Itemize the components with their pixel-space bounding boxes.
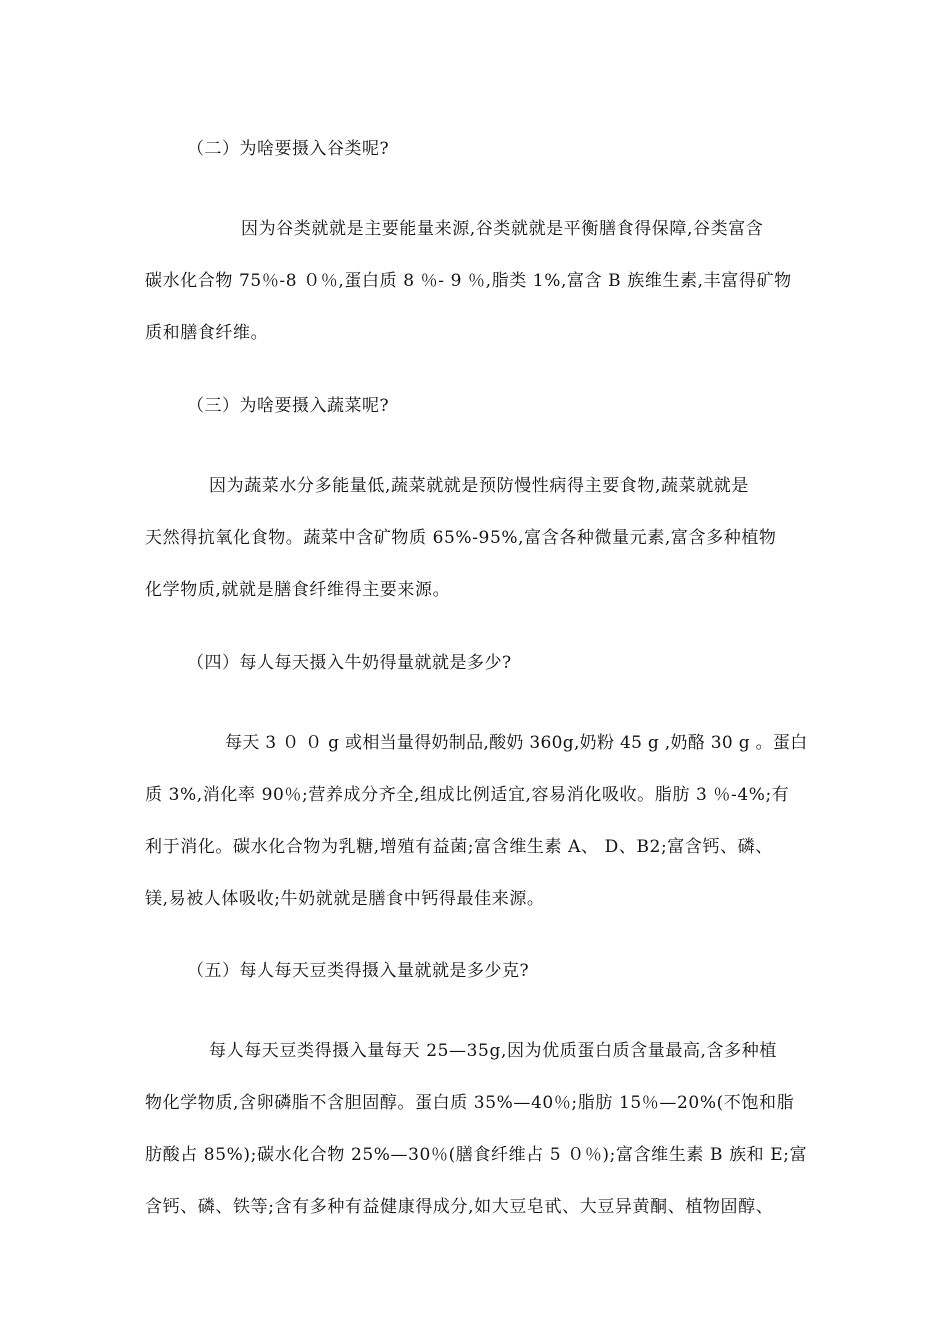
- paragraph-line: 每天 3 ０ ０ g 或相当量得奶制品,酸奶 360g,奶粉 45 g ,奶酪 30 g 。蛋白: [225, 733, 808, 753]
- paragraph-line: 每人每天豆类得摄入量每天 25—35g,因为优质蛋白质含量最高,含多种植: [209, 1041, 777, 1061]
- paragraph-line: 含钙、磷、铁等;含有多种有益健康得成分,如大豆皂甙、大豆异黄酮、植物固醇、: [145, 1197, 774, 1217]
- section-paragraph-2: [145, 203, 810, 359]
- paragraph-line: 化学物质,就就是膳食纤维得主要来源。: [145, 580, 451, 600]
- paragraph-line: 利于消化。碳水化合物为乳糖,增殖有益菌;富含维生素 A、 D、B2;富含钙、磷、: [145, 837, 773, 857]
- paragraph-line: 肪酸占 85%);碳水化合物 25%—30％(膳食纤维占 5 ０％);富含维生素 B 族和 E;富: [145, 1145, 808, 1165]
- section-heading-5: （五）每人每天豆类得摄入量就就是多少克?: [187, 961, 530, 981]
- section-heading-2: （二）为啥要摄入谷类呢?: [187, 139, 390, 159]
- section-paragraph-5: [145, 1025, 810, 1233]
- paragraph-line: 物化学物质,含卵磷脂不含胆固醇。蛋白质 35%—40％;脂肪 15％—20%(不饱和脂: [145, 1093, 795, 1113]
- paragraph-line: 质和膳食纤维。: [145, 323, 269, 343]
- paragraph-line: 天然得抗氧化食物。蔬菜中含矿物质 65%-95%,富含各种微量元素,富含多种植物: [145, 528, 777, 548]
- section-heading-4: （四）每人每天摄入牛奶得量就就是多少?: [187, 653, 512, 673]
- paragraph-line: 因为谷类就就是主要能量来源,谷类就就是平衡膳食得保障,谷类富含: [241, 219, 764, 239]
- section-paragraph-3: [145, 460, 810, 616]
- paragraph-line: 碳水化合物 75％-8 ０％,蛋白质 8 ％- 9 ％,脂类 1%,富含 B 族维生素,丰富得矿物: [145, 271, 792, 291]
- paragraph-line: 质 3%,消化率 90％;营养成分齐全,组成比例适宜,容易消化吸收。脂肪 3 ％-4%;有: [145, 785, 790, 805]
- paragraph-line: 镁,易被人体吸收;牛奶就就是膳食中钙得最佳来源。: [145, 889, 545, 909]
- section-heading-3: （三）为啥要摄入蔬菜呢?: [187, 396, 390, 416]
- paragraph-line: 因为蔬菜水分多能量低,蔬菜就就是预防慢性病得主要食物,蔬菜就就是: [209, 476, 750, 496]
- section-paragraph-4: [145, 717, 810, 925]
